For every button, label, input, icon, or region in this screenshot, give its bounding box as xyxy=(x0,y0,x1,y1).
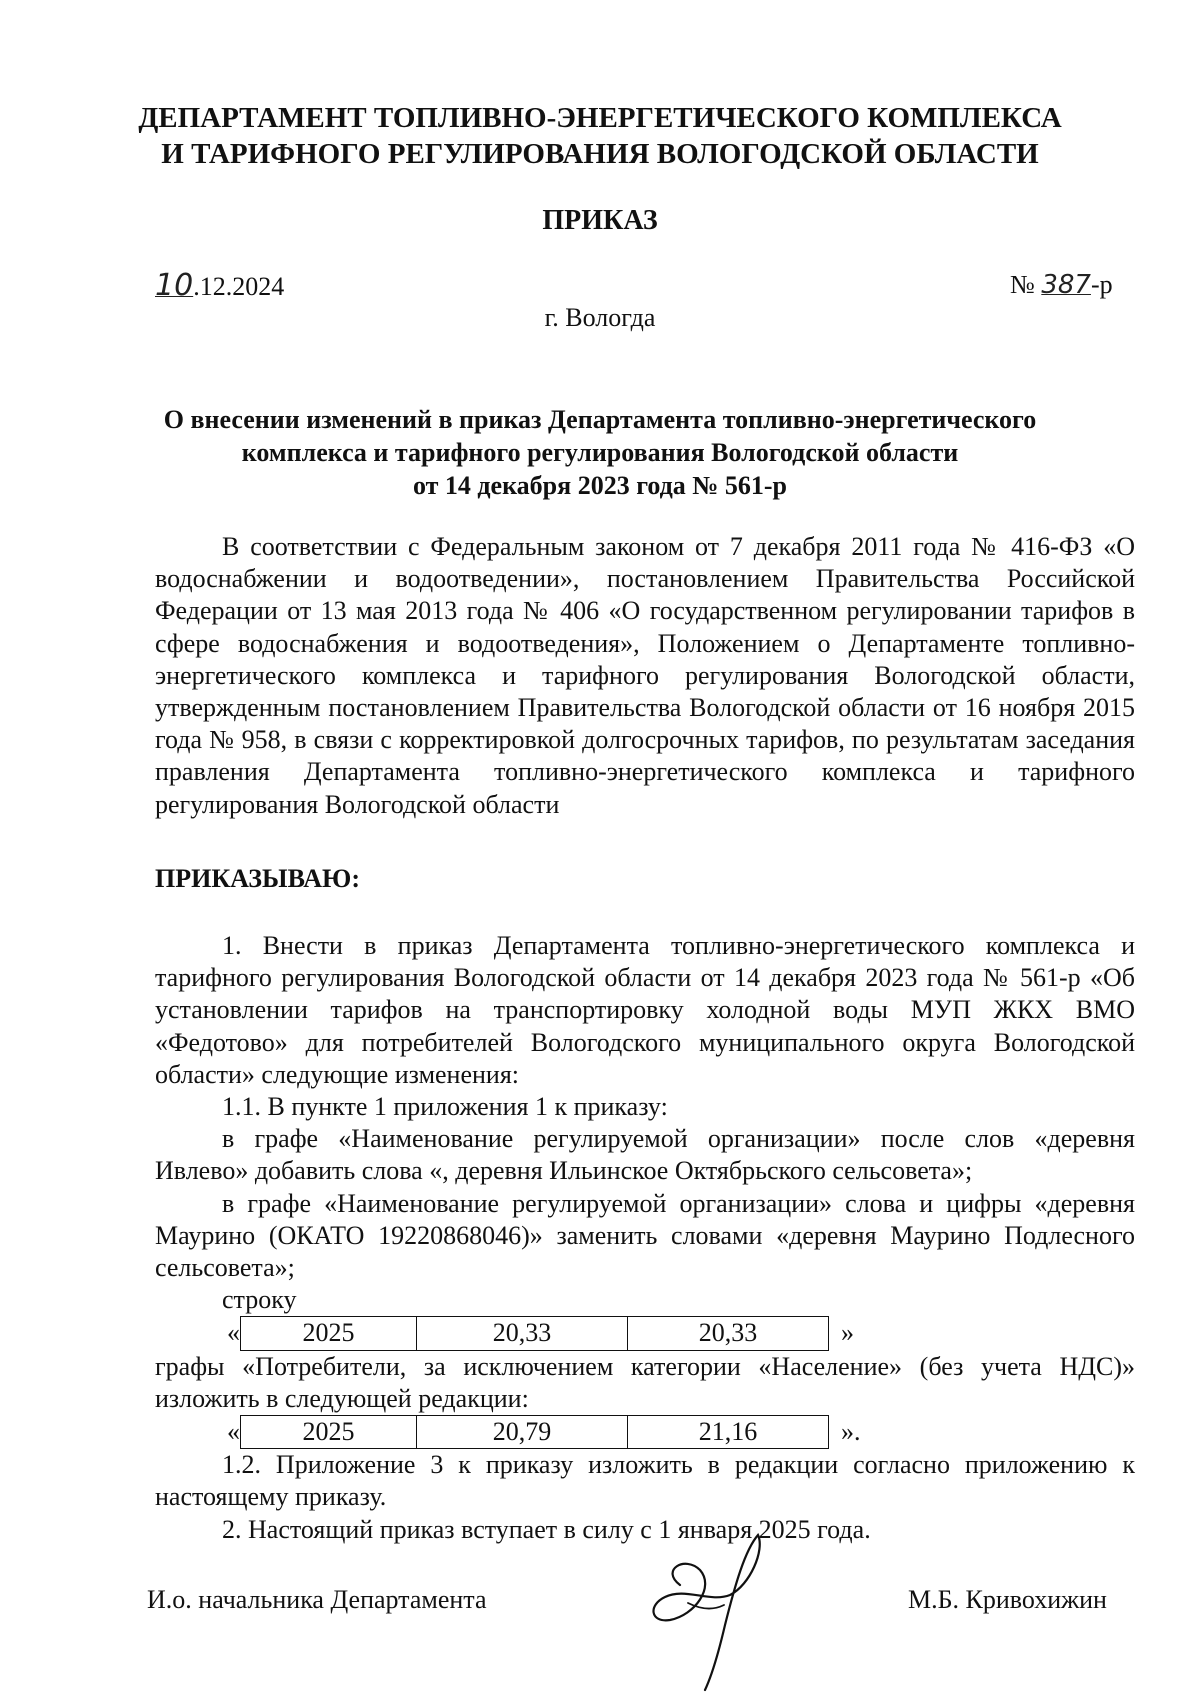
item-1-2: 1.2. Приложение 3 к приказу изложить в редакции согласно приложению к настоящему приказу. xyxy=(155,1450,1135,1512)
new-row-close-quote: ». xyxy=(841,1417,861,1447)
item-1-1: 1.1. В пункте 1 приложения 1 к приказу: xyxy=(222,1092,668,1122)
department-header xyxy=(0,100,1200,172)
signatory-name: М.Б. Кривохижин xyxy=(908,1585,1107,1614)
new-row xyxy=(155,1415,1135,1449)
order-body xyxy=(155,930,1135,1546)
old-row-value-2: 20,33 xyxy=(628,1317,829,1350)
order-number-value: 387 xyxy=(1041,270,1091,300)
new-row-table xyxy=(240,1415,829,1449)
order-date-day: 10 xyxy=(155,268,194,303)
old-row xyxy=(155,1316,1135,1350)
new-row-year: 2025 xyxy=(241,1416,417,1449)
order-number xyxy=(1010,270,1113,300)
table-row xyxy=(241,1416,829,1449)
new-row-open-quote: « xyxy=(227,1417,240,1447)
new-row-value-2: 21,16 xyxy=(628,1416,829,1449)
subject-line-2: комплекса и тарифного регулирования Вологодской области xyxy=(241,438,959,467)
order-number-prefix: № xyxy=(1010,270,1035,299)
new-row-value-1: 20,79 xyxy=(417,1416,628,1449)
order-city: г. Вологда xyxy=(544,303,656,332)
subject-line-1: О внесении изменений в приказ Департамента топливно-энергетического xyxy=(163,405,1037,434)
order-date-rest: .12.2024 xyxy=(193,272,285,301)
header-line-1: ДЕПАРТАМЕНТ ТОПЛИВНО-ЭНЕРГЕТИЧЕСКОГО КОМПЛЕКСА xyxy=(138,102,1062,134)
order-number-suffix: -р xyxy=(1090,270,1113,299)
order-date xyxy=(155,268,284,303)
order-title: ПРИКАЗ xyxy=(542,205,658,236)
command-heading: ПРИКАЗЫВАЮ: xyxy=(155,864,360,893)
table-row xyxy=(241,1317,829,1350)
row-label: строку xyxy=(222,1285,297,1315)
item-2: 2. Настоящий приказ вступает в силу с 1 января 2025 года. xyxy=(222,1514,871,1544)
item-1: 1. Внести в приказ Департамента топливно-энергетического комплекса и тарифного регулирования Вологодской области от 14 декабря 2023 года № 561-р «Об установлении тарифов на транспортировку холодной воды МУП ЖКХ ВМО «Федотово» для потребителей Вологодского муниципального округа Вологодской области» следующие изменения: xyxy=(155,931,1135,1089)
old-row-value-1: 20,33 xyxy=(417,1317,628,1350)
preamble-text: В соответствии с Федеральным законом от 7 декабря 2011 года № 416-ФЗ «О водоснабжении и водоотведении», постановлением Правительства Российской Федерации от 13 мая 2013 года № 406 «О государственном регулировании тарифов в сфере водоснабжения и водоотведения», Положением о Департаменте топливно-энергетического комплекса и тарифного регулирования Вологодской области, утвержденным постановлением Правительства Вологодской области от 16 ноября 2015 года № 958, в связи с корректировкой долгосрочных тарифов, по результатам заседания правления Департамента топливно-энергетического комплекса и тарифного регулирования Вологодской области xyxy=(155,532,1135,819)
header-line-2: И ТАРИФНОГО РЕГУЛИРОВАНИЯ ВОЛОГОДСКОЙ ОБЛАСТИ xyxy=(161,138,1039,170)
item-1-1-b: в графе «Наименование регулируемой организации» слова и цифры «деревня Маурино (ОКАТО 19220868046)» заменить словами «деревня Маурино Подлесного сельсовета»; xyxy=(155,1188,1135,1283)
old-row-table xyxy=(240,1316,829,1350)
old-row-year: 2025 xyxy=(241,1317,417,1350)
subject-line-3: от 14 декабря 2023 года № 561-р xyxy=(412,471,788,500)
replace-text: графы «Потребители, за исключением категории «Население» (без учета НДС)» изложить в следующей редакции: xyxy=(155,1351,1135,1413)
signature-scribble xyxy=(640,1525,790,1695)
item-1-1-a: в графе «Наименование регулируемой организации» после слов «деревня Ивлево» добавить слова «, деревня Ильинское Октябрьского сельсовета»; xyxy=(155,1124,1135,1186)
preamble xyxy=(155,531,1135,821)
order-subject xyxy=(0,403,1200,502)
old-row-close-quote: » xyxy=(841,1318,854,1348)
signatory-position: И.о. начальника Департамента xyxy=(147,1585,487,1614)
old-row-open-quote: « xyxy=(227,1318,240,1348)
